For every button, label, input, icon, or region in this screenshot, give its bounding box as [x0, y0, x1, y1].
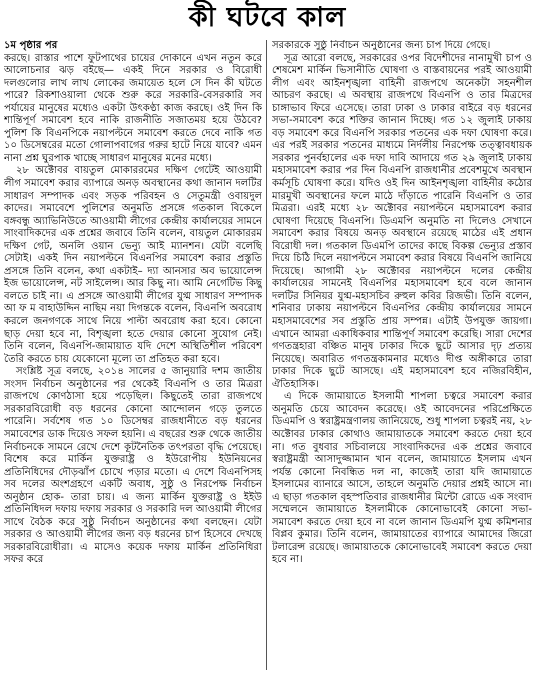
column-divider: [266, 40, 267, 670]
left-paragraph-1: [4, 40, 262, 165]
left-paragraph-2: ২৮ অক্টোবর বায়তুল মোকাররমের দক্ষিণ গেটেই আওয়ামী লীগ সমাবেশ করার ব্যাপারে অনড় অবস্থানের কথা জানান দলটির সাধারণ সম্পাদক এবং সড়ক পরিবহন ও সেতুমন্ত্রী ওবায়দুল কাদের। সমাবেশে পুলিশের অনুমতি প্রসঙ্গে গতকাল বিকেলে বঙ্গবন্ধু অ্যাভিনিউতে আওয়ামী লীগের কেন্দ্রীয় কার্যালয়ের সামনে সাংবাদিকদের এক প্রশ্নের জবাবে তিনি বলেন, বায়তুল মোকাররম দক্ষিণ গেট, অনলি ওয়ান ভেন্যু আই ম্যানশন। যেটা বলেছি সেটাই। একই দিন নয়াপল্টনে বিএনপির সমাবেশ করার প্রস্তুতি প্রসঙ্গে তিনি বলেন, কথা একটাই– দ্যা আনসার অব ভায়োলেন্স ইজ ভায়োলেন্স, নট সাইলেন্স। আর কিছু না। আমি নেগেটিভ কিছু বলতে চাই না। এ প্রসঙ্গে আওয়ামী লীগের যুগ্ম সাধারণ সম্পাদক আ ফ ম বাহাউদ্দিন নাছিম নয়া দিগন্তকে বলেন, বিএনপি অবরোধ করলে জনগণকে সাথে নিয়ে পাল্টা অবরোধ করা হবে। কোনো ছাড় দেয়া হবে না, বিশৃঙ্খলা হতে দেয়ার কোনো সুযোগ নেই। তিনি বলেন, বিএনপি-জামায়াত যদি দেশে অস্থিতিশীল পরিবেশ তৈরি করতে চায় যেকোনো মূল্যে তা প্রতিহত করা হবে।: [4, 165, 262, 365]
headline: কী ঘটবে কাল: [188, 2, 347, 33]
right-column: [272, 40, 532, 670]
right-paragraph-1: সরকারকে সুষ্ঠু নির্বাচন অনুষ্ঠানের জন্য চাপ দিয়ে গেছে।: [272, 40, 491, 51]
right-paragraph-2: সূত্র আরো বলছে, সরকারের ওপর বিদেশীদের নানামুখী চাপ ও শেষমেশ মার্কিন ভিসানীতি ঘোষণা ও বাস্তবায়নের পরই আওয়ামী লীগ এবং আইনশৃঙ্খলা বাহিনী রাজপথে অনেকটা সহনশীল আচরণ করছে। এ অবস্থায় রাজপথে বিএনপি ও তার মিত্রদের চাঙ্গাভাব ফিরে এসেছে। তারা ঢাকা ও ঢাকার বাইরে বড় ধরনের সভা-সমাবেশ করে শক্তির জানান দিচ্ছে। গত ১২ জুলাই ঢাকায় বড় সমাবেশ করে বিএনপি সরকার পতনের এক দফা ঘোষণা করে। এর পরই সরকার পতনের মাধ্যমে নির্দলীয় নিরপেক্ষ তত্ত্বাবধায়ক সরকার পুনর্বহালের এক দফা দাবি আদায়ে গত ২৯ জুলাই ঢাকায় মহাসমাবেশ করার পর দিন বিএনপি রাজধানীর প্রবেশমুখে অবস্থান কর্মসূচি ঘোষণা করে। যদিও ওই দিন আইনশৃঙ্খলা বাহিনীর কঠোর মারমুখী অবস্থানের ফলে মাঠে দাঁড়াতে পারেনি বিএনপি ও তার মিত্ররা। এরই মধ্যে ২৮ অক্টোবর নয়াপল্টনে মহাসমাবেশ করার ঘোষণা দিয়েছে বিএনপি। ডিএমপি অনুমতি না দিলেও সেখানে সমাবেশ করার বিষয়ে অনড় অবস্থানে রয়েছে মাঠের এই প্রধান বিরোধী দল। গতকাল ডিএমপি তাদের কাছে বিকল্প ভেন্যুর প্রস্তাব দিয়ে চিঠি দিলে নয়াপল্টনে সমাবেশ করার বিষয়ে বিএনপি জানিয়ে দিয়েছে। আগামী ২৮ অক্টোবর নয়াপল্টনে দলের কেন্দ্রীয় কার্যালয়ের সামনেই বিএনপির মহাসমাবেশ হবে বলে জানান দলটির সিনিয়র যুগ্ম-মহাসচিব রুহুল কবির রিজভী। তিনি বলেন, শনিবার ঢাকায় নয়াপল্টনে বিএনপির কেন্দ্রীয় কার্যালয়ের সামনে মহাসমাবেশের সব প্রস্তুতি প্রায় সম্পন্ন। এটাই উপযুক্ত জায়গা। এখানে আমরা একাধিকবার শান্তিপূর্ণ সমাবেশ করেছি। সারা দেশের গণতন্ত্রহারা বঞ্চিত মানুষ ঢাকার দিকে ছুটে আসার দৃঢ় প্রত্যয় নিয়েছে। অবারিত গণতন্ত্রকামনার মধ্যেও দীপ্ত অঙ্গীকারে তারা ঢাকার দিকে ছুটে আসছে। এই মহাসমাবেশ হবে নজিরবিহীন, ঐতিহাসিক।: [272, 52, 532, 390]
right-paragraph-3: এ দিকে জামায়াতে ইসলামী শাপলা চত্বরে সমাবেশ করার অনুমতি চেয়ে আবেদন করেছে। ওই আবেদনের পরিপ্রেক্ষিতে ডিএমপি ও স্বরাষ্ট্রমন্ত্রণালয় জানিয়েছে, শুধু শাপলা চত্বরই নয়, ২৮ অক্টোবর ঢাকার কোথাও জামায়াতকে সমাবেশ করতে দেয়া হবে না। গত বুধবার সচিবালয়ে সাংবাদিকদের এক প্রশ্নের জবাবে স্বরাষ্ট্রমন্ত্রী আসাদুজ্জামান খান বলেন, জামায়াতে ইসলাম এখন পর্যন্ত কোনো নিবন্ধিত দল না, কাজেই তারা যদি জামায়াতে ইসলামের ব্যানারে আসে, তাহলে অনুমতি দেয়ার প্রশ্নই আসে না। এ ছাড়া গতকাল বৃহস্পতিবার রাজধানীর মিন্টো রোডে এক সংবাদ সম্মেলনে জামায়াতে ইসলামীকে কোনোভাবেই কোনো সভা-সমাবেশ করতে দেয়া হবে না বলে জানান ডিএমপি যুগ্ম কমিশনার বিপ্লব কুমার। তিনি বলেন, জামায়াতের ব্যাপারে আমাদের জিরো টলারেন্স রয়েছে। জামায়াতকে কোনোভাবেই সমাবেশ করতে দেয়া হবে না।: [272, 391, 532, 566]
continued-label: ১ম পৃষ্ঠার পর: [4, 40, 58, 51]
left-paragraph-3: সংশ্লিষ্ট সূত্র বলছে, ২০১৪ সালের ৫ জানুয়ারি দশম জাতীয় সংসদ নির্বাচন অনুষ্ঠানের পর থেকেই বিএনপি ও তার মিত্ররা রাজপথে কোণঠাসা হয়ে পড়েছিল। কিছুতেই তারা রাজপথে সরকারবিরোধী বড় ধরনের কোনো আন্দোলন গড়ে তুলতে পারেনি। সর্বশেষ গত ১০ ডিসেম্বর রাজধানীতে বড় ধরনের সমাবেশের ডাক দিয়েও সফল হয়নি। এ বছরের শুরু থেকে জাতীয় নির্বাচনকে সামনে রেখে দেশে কূটনৈতিক তৎপরতা বৃদ্ধি পেয়েছে। বিশেষ করে মার্কিন যুক্তরাষ্ট্র ও ইউরোপীয় ইউনিয়নের প্রতিনিধিদের দৌড়ঝাঁপ চোখে পড়ার মতো। এ দেশে বিএনপিসহ সব দলের অংশগ্রহণে একটি অবাধ, সুষ্ঠু ও নিরপেক্ষ নির্বাচন অনুষ্ঠান হোক- তারা চায়। এ জন্য মার্কিন যুক্তরাষ্ট্র ও ইইউ প্রতিনিধিদল দফায় দফায় সরকার ও সরকারি দল আওয়ামী লীগের সাথে বৈঠক করে সুষ্ঠু নির্বাচন অনুষ্ঠানের কথা বলছেন। যেটা সরকার ও আওয়ামী লীগের জন্য বড় ধরনের চাপ হিসেবে দেখছে সরকারবিরোধীরা। এ মাসেও কয়েক দফায় মার্কিন প্রতিনিধিরা সফর করে: [4, 366, 262, 566]
left-column: [4, 40, 262, 670]
left-paragraph-1-text: করছে। রাস্তার পাশে ফুটপাথের চায়ের দোকানে এখন নতুন করে আলোচনার ঝড় বইছে— একই দিনে সরকার ও বিরোধী দলগুলোর লাখ লাখ লোকের জমায়েত হলে সে দিন কী ঘটতে পারে? রিকশাওয়ালা থেকে শুরু করে সরকারি-বেসরকারি সব পর্যায়ের মানুষের মধ্যেও একটা উৎকণ্ঠা কাজ করছে। ওই দিন কি শান্তিপূর্ণ সমাবেশ হবে নাকি রাজনীতি সজাতময় হয়ে উঠবে? পুলিশ কি বিএনপিকে নয়াপল্টনে সমাবেশ করতে দেবে নাকি গত ১০ ডিসেম্বরের মতো গোলাপবাগের গরুর হাটে নিয়ে যাবে? এমন নানা প্রশ্ন ঘুরপাক খাচ্ছে সাধারণ মানুষের মনের মধ্যে।: [4, 52, 262, 164]
